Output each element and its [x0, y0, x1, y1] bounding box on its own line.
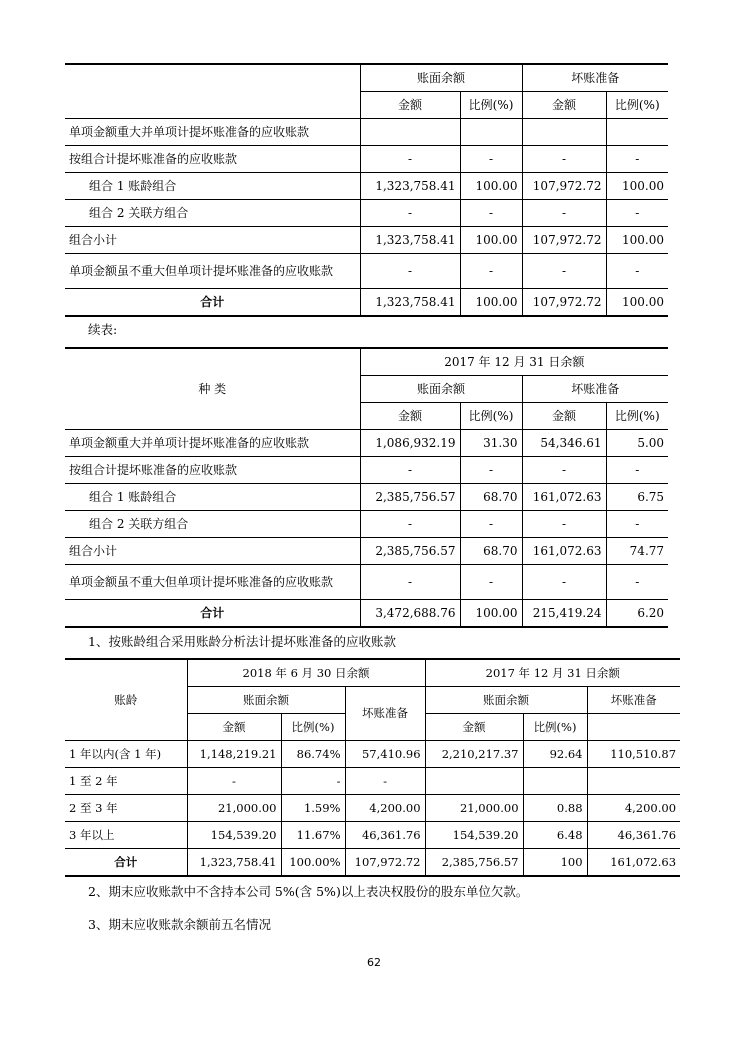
- header-date-2017: 2017 年 12 月 31 日余额: [425, 659, 680, 687]
- table-row: 2 至 3 年 21,000.00 1.59% 4,200.00 21,000.00 0.88 4,200.00: [65, 795, 680, 822]
- section-2-text: 2、期末应收账款中不含持本公司 5%(含 5%)以上表决权股份的股东单位欠款。: [88, 884, 529, 899]
- header-date: 2017 年 12 月 31 日余额: [360, 348, 668, 376]
- header-balance: 账面余额: [425, 687, 587, 714]
- header-amount: 金额: [360, 403, 460, 430]
- table-row: 单项金额虽不重大但单项计提坏账准备的应收账款 - - - -: [65, 565, 668, 600]
- header-date-2018: 2018 年 6 月 30 日余额: [187, 659, 425, 687]
- table-aging-provision-2018: [65, 63, 668, 317]
- header-ratio: 比例(%): [606, 403, 668, 430]
- header-blank: [65, 64, 360, 119]
- table-row: 单项金额虽不重大但单项计提坏账准备的应收账款 - - - -: [65, 254, 668, 289]
- header-provision: 坏账准备: [345, 687, 425, 741]
- table-row: 按组合计提坏账准备的应收账款 - - - -: [65, 457, 668, 484]
- header-provision: 坏账准备: [522, 64, 668, 92]
- header-amount: 金额: [187, 714, 281, 741]
- header-ratio: 比例(%): [460, 403, 522, 430]
- section-3-heading: 3、期末应收账款余额前五名情况: [88, 917, 271, 932]
- header-balance: 账面余额: [360, 64, 522, 92]
- table-row-total: 合计 1,323,758.41 100.00% 107,972.72 2,385,756.57 100 161,072.63: [65, 849, 680, 877]
- table-row-total: 合计 1,323,758.41 100.00 107,972.72 100.00: [65, 289, 668, 317]
- table-row: 1 至 2 年 - - -: [65, 768, 680, 795]
- header-amount: 金额: [522, 403, 606, 430]
- table-aging-provision-2017: [65, 347, 668, 628]
- header-ratio: 比例(%): [281, 714, 345, 741]
- header-provision: 坏账准备: [587, 687, 680, 714]
- table-row: 组合小计 1,323,758.41 100.00 107,972.72 100.00: [65, 227, 668, 254]
- table-row: 组合 1 账龄组合 2,385,756.57 68.70 161,072.63 6.75: [65, 484, 668, 511]
- page-number: 62: [367, 956, 381, 969]
- table-row: 组合 1 账龄组合 1,323,758.41 100.00 107,972.72 100.00: [65, 173, 668, 200]
- table-row: 单项金额重大并单项计提坏账准备的应收账款: [65, 119, 668, 146]
- table-row: 按组合计提坏账准备的应收账款 - - - -: [65, 146, 668, 173]
- table-row-total: 合计 3,472,688.76 100.00 215,419.24 6.20: [65, 600, 668, 628]
- header-amount: 金额: [425, 714, 523, 741]
- header-ratio: 比例(%): [523, 714, 587, 741]
- table-row: 单项金额重大并单项计提坏账准备的应收账款 1,086,932.19 31.30 54,346.61 5.00: [65, 430, 668, 457]
- continued-label: 续表:: [88, 322, 118, 337]
- header-amount: 金额: [360, 92, 460, 119]
- table-row: 1 年以内(含 1 年) 1,148,219.21 86.74% 57,410.96 2,210,217.37 92.64 110,510.87: [65, 741, 680, 768]
- table-row: 3 年以上 154,539.20 11.67% 46,361.76 154,539.20 6.48 46,361.76: [65, 822, 680, 849]
- section-1-heading: 1、按账龄组合采用账龄分析法计提坏账准备的应收账款: [88, 634, 396, 649]
- header-blank: [587, 714, 680, 741]
- table-aging-analysis: [65, 658, 680, 877]
- header-category: 种 类: [65, 348, 360, 430]
- table-row: 组合小计 2,385,756.57 68.70 161,072.63 74.77: [65, 538, 668, 565]
- header-ratio: 比例(%): [606, 92, 668, 119]
- table-row: 组合 2 关联方组合 - - - -: [65, 200, 668, 227]
- header-balance: 账面余额: [187, 687, 345, 714]
- header-ratio: 比例(%): [460, 92, 522, 119]
- table-row: 组合 2 关联方组合 - - - -: [65, 511, 668, 538]
- header-provision: 坏账准备: [522, 376, 668, 403]
- header-amount: 金额: [522, 92, 606, 119]
- header-balance: 账面余额: [360, 376, 522, 403]
- header-aging: 账龄: [65, 659, 187, 741]
